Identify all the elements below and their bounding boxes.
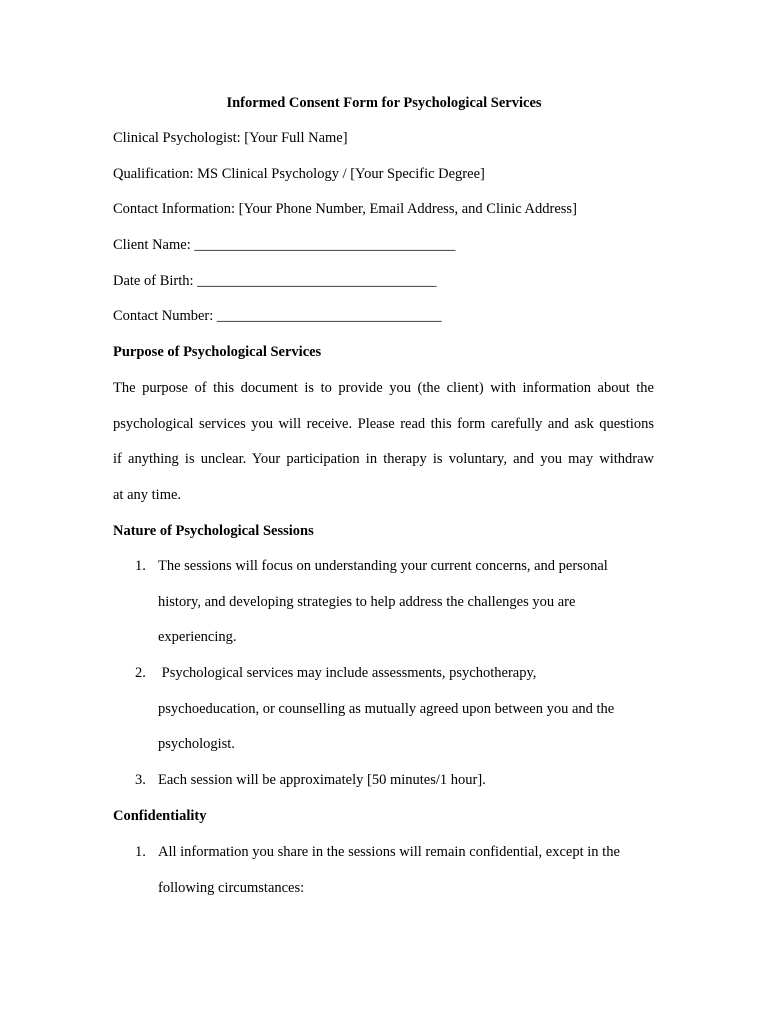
- list-item-line: Each session will be approximately [50 minutes/1 hour].: [158, 772, 486, 788]
- confidentiality-heading: Confidentiality: [113, 808, 207, 824]
- list-item-number: 2.: [135, 665, 146, 681]
- document-title: Informed Consent Form for Psychological Services: [226, 95, 542, 111]
- purpose-paragraph: [113, 378, 654, 521]
- list-item-line: psychologist.: [158, 736, 235, 753]
- purpose-line: psychological services you will receive. Please read this form carefully and ask questions: [113, 415, 654, 432]
- nature-heading: Nature of Psychological Sessions: [113, 523, 314, 539]
- list-item-text: [158, 770, 654, 806]
- date-of-birth-field: Date of Birth: _________________________________: [113, 273, 437, 289]
- list-item-line: experiencing.: [158, 629, 237, 646]
- list-item-line: history, and developing strategies to help address the challenges you are: [158, 593, 576, 610]
- list-item-line: following circumstances:: [158, 879, 305, 896]
- list-item-line: psychoeducation, or counselling as mutually agreed upon between you and the: [158, 700, 615, 717]
- purpose-line: at any time.: [113, 487, 182, 504]
- list-item-number: 3.: [135, 772, 146, 788]
- contact-info-field: Contact Information: [Your Phone Number, Email Address, and Clinic Address]: [113, 201, 577, 217]
- list-item-text: [158, 842, 654, 913]
- qualification-field: Qualification: MS Clinical Psychology / [Your Specific Degree]: [113, 166, 485, 182]
- list-item-line: Psychological services may include assessments, psychotherapy,: [158, 665, 537, 681]
- list-item-text: [158, 663, 654, 770]
- purpose-heading: Purpose of Psychological Services: [113, 344, 322, 360]
- contact-number-field: Contact Number: _______________________________: [113, 308, 442, 324]
- psychologist-field: Clinical Psychologist: [Your Full Name]: [113, 130, 348, 146]
- list-item-number: 1.: [135, 558, 146, 574]
- purpose-line: if anything is unclear. Your participation in therapy is voluntary, and you may withdraw: [113, 451, 654, 468]
- list-item-number: 1.: [135, 844, 146, 860]
- list-item-text: [158, 556, 654, 663]
- list-item-line: The sessions will focus on understanding your current concerns, and personal: [158, 558, 608, 574]
- client-name-field: Client Name: ____________________________________: [113, 237, 456, 253]
- list-item-line: All information you share in the sessions will remain confidential, except in the: [158, 844, 620, 860]
- purpose-line: The purpose of this document is to provide you (the client) with information about the: [113, 380, 654, 396]
